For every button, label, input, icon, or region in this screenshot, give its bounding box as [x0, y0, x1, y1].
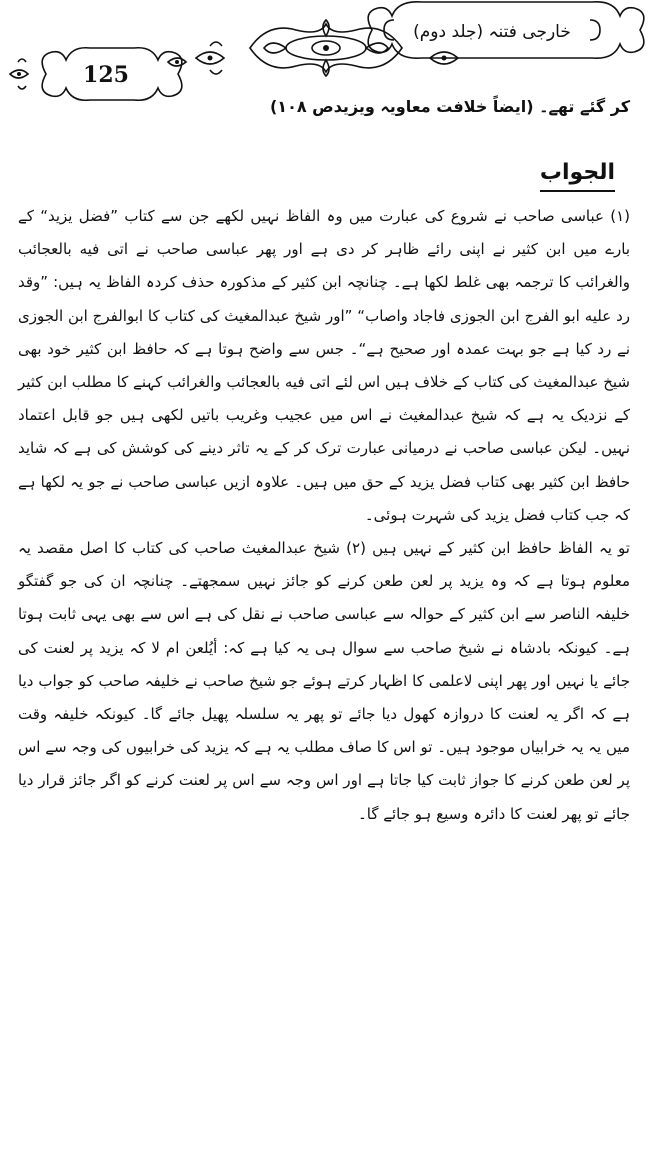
paragraph: (۱) عباسی صاحب نے شروع کی عبارت میں وہ الفاظ نہیں لکھے جن سے کتاب ”فضل یزید“ کے بارے میں ابن کثیر نے اپنی رائے ظاہر کر دی ہے اور پھر عباسی صاحب نے اتی فیه بالعجائب والغرائب کا ترجمہ بھی غلط لکھا ہے۔ چنانچہ ابن کثیر کے مذکورہ حذف کردہ الفاظ یہ ہیں: ”وقد رد علیه ابو الفرج ابن الجوزی فاجاد واصاب“ ”اور شیخ عبدالمغیث کی کتاب کا ابوالفرج ابن الجوزی نے رد کیا ہے جو بہت عمدہ اور صحیح ہے“۔ جس سے واضح ہوتا ہے کہ حافظ ابن کثیر خود بھی شیخ عبدالمغیث کی کتاب کے خلاف ہیں اس لئے اتی فیه بالعجائب والغرائب کہنے کا مطلب ابن کثیر کے نزدیک یہ ہے کہ شیخ عبدالمغیث نے اس میں عجیب وغریب باتیں لکھی ہیں جو قابل اعتماد نہیں۔ لیکن عباسی صاحب نے درمیانی عبارت ترک کر کے یہ تاثر دینے کی کوشش کی ہے کہ شاید حافظ ابن کثیر بھی کتاب فضل یزید کے حق میں ہیں۔ علاوہ ازیں عباسی صاحب نے جو یہ لکھا ہے کہ جب کتاب فضل یزید کی شہرت ہوئی۔: [18, 207, 630, 524]
book-title: خارجی فتنہ (جلد دوم): [413, 22, 571, 42]
running-text: کر گئے تھے۔ (ایضاً خلافت معاویہ ویزیدص ۱۰۸): [269, 97, 630, 116]
answer-body: [18, 200, 630, 831]
page-number: 125: [83, 62, 129, 88]
paragraph: تو یہ الفاظ حافظ ابن کثیر کے نہیں ہیں (۲) شیخ عبدالمغیث صاحب کی کتاب کا اصل مقصد یہ معلوم ہوتا ہے کہ وہ یزید پر لعن طعن کرنے کو جائز نہیں سمجھتے۔ چنانچہ ان کی جو گفتگو خلیفہ الناصر سے ابن کثیر کے حوالہ سے عباسی صاحب نے نقل کی ہے اس سے بھی یہی ثابت ہوتا ہے۔ کیونکہ بادشاہ نے شیخ صاحب سے سوال ہی یہ کیا ہے کہ: أیُلعن ام لا کہ یزید پر لعنت کی جائے یا نہیں اور پھر اپنی لاعلمی کا اظہار کرتے ہوئے جو شیخ صاحب نے خلیفہ صاحب کو جواب دیا ہے کہ اگر یہ لعنت کا دروازہ کھول دیا جائے تو پھر یہ سلسلہ پھیل جائے گا۔ کیونکہ خلیفہ وقت میں یہ یہ خرابیاں موجود ہیں۔ تو اس کا صاف مطلب یہ ہے کہ یزید کی خرابیوں کی وجہ سے اس پر لعن طعن کرنے کا جواز ثابت کیا جاتا ہے اور اس وجہ سے اس پر لعنت کرنے کو اگر جائز قرار دیا جائے تو پھر لعنت کا دائرہ وسیع ہو جائے گا۔: [18, 539, 630, 823]
section-heading: الجواب: [540, 158, 615, 192]
